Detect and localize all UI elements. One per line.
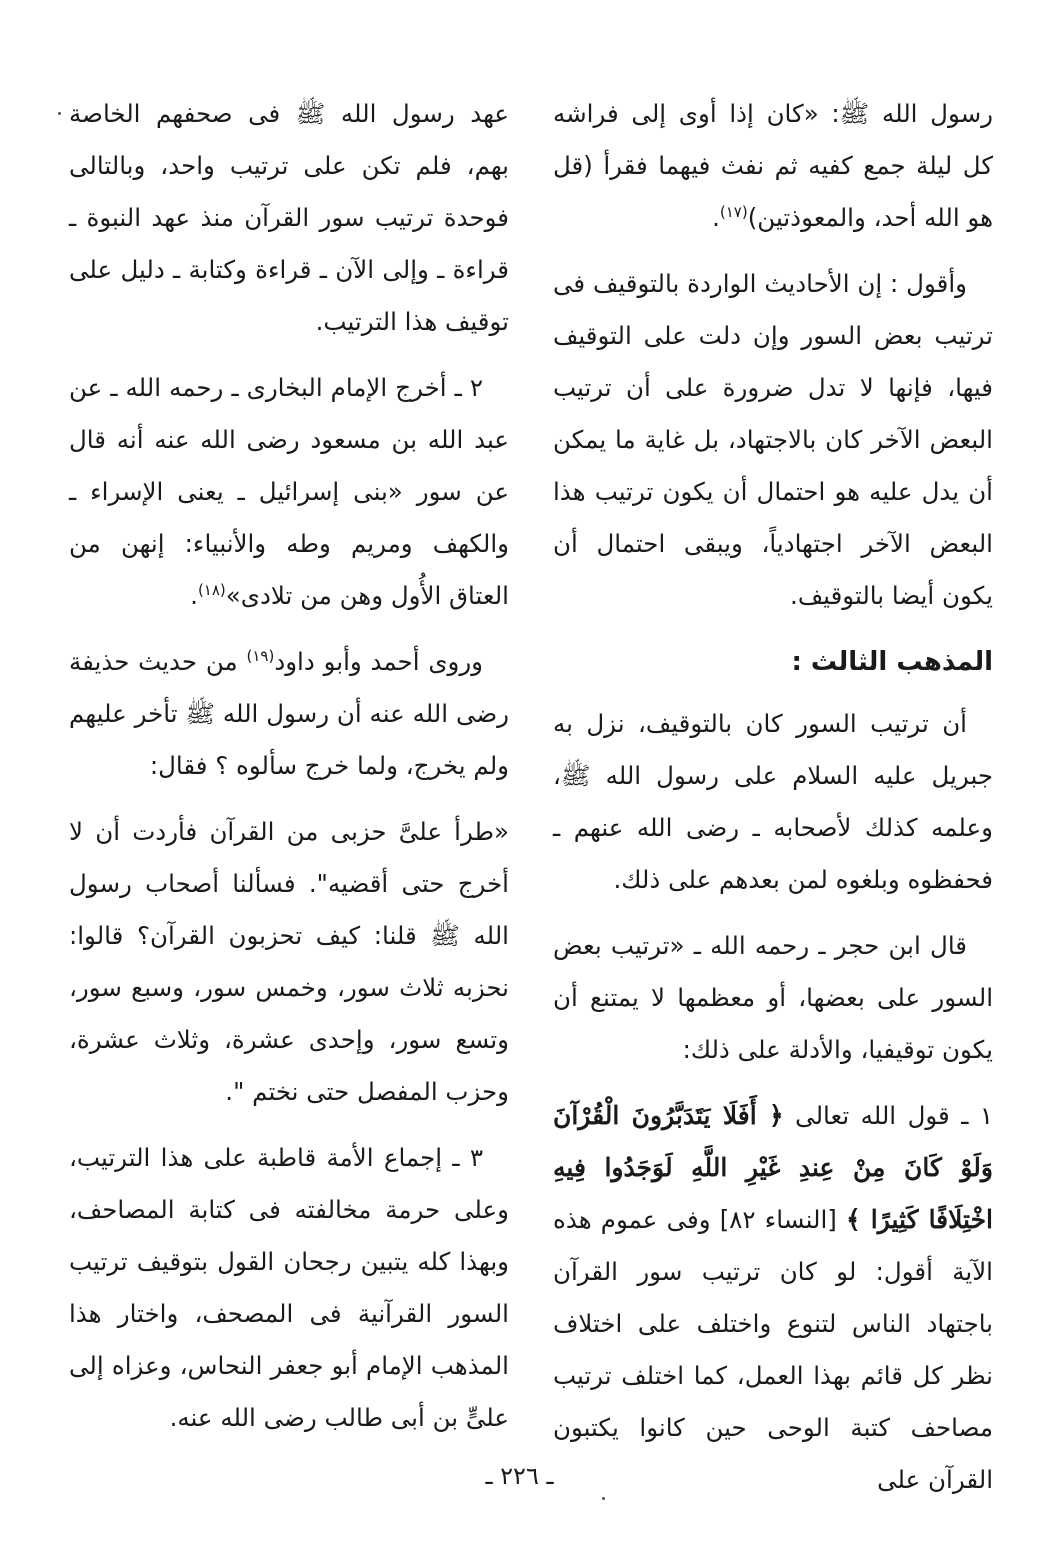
paragraph: وأقول : إن الأحاديث الواردة بالتوقيف فى ترتيب بعض السور وإن دلت على التوقيف فيها، فإنها لا تدل ضرورة على أن ترتيب البعض الآخر كان بالاجتهاد، بل غاية ما يمكن أن يدل عليه هو احتمال أن يكون ترتيب هذا البعض الآخر اجتهادياً، ويبقى احتمال أن يكون أيضا بالتوقيف. [553, 269, 993, 610]
left-column [69, 88, 509, 1458]
paragraph: رسول الله ﷺ: «كان إذا أوى إلى فراشه كل ليلة جمع كفيه ثم نفث فيهما فقرأ (قل هو الله أحد، والمعوذتين)$^{(١٧)}$. [553, 99, 993, 232]
paragraph: قال ابن حجر ـ رحمه الله ـ «ترتيب بعض السور على بعضها، أو معظمها لا يمتنع أن يكون توقيفيا، والأدلة على ذلك: [553, 931, 993, 1064]
right-column [553, 88, 993, 1520]
paragraph: ٣ ـ إجماع الأمة قاطبة على هذا الترتيب، وعلى حرمة مخالفته فى كتابة المصاحف، وبهذا كله يتبين رجحان القول بتوقيف ترتيب السور القرآنية فى المصحف، واختار هذا المذهب الإمام أبو جعفر النحاس، وعزاه إلى علىٍّ بن أبى طالب رضى الله عنه. [69, 1143, 509, 1432]
footnote-ref: (١٩) [246, 646, 275, 665]
footnote-ref: (١٧) [719, 202, 748, 221]
page-number: ـ ٢٢٦ ـ [485, 1462, 554, 1490]
paragraph: أن ترتيب السور كان بالتوقيف، نزل به جبريل عليه السلام على رسول الله ﷺ، وعلمه كذلك لأصحابه ـ رضى الله عنهم ـ فحفظوه وبلغوه لمن بعدهم على ذلك. [553, 709, 993, 894]
paragraph: ١ ـ قول الله تعالى ﴿ أَفَلَا يَتَدَبَّرُونَ الْقُرْآنَ وَلَوْ كَانَ مِنْ عِندِ غَيْرِ اللَّهِ لَوَجَدُوا فِيهِ اخْتِلَافًا كَثِيرًا ﴾ [النساء ٨٢] وفى عموم هذه الآية أقول: لو كان ترتيب سور القرآن باجتهاد الناس لتنوع واختلف على اختلاف نظر كل قائم بهذا العمل، كما اختلف ترتيب مصاحف كتبة الوحى حين كانوا يكتبون القرآن على [553, 1101, 993, 1494]
section-heading: المذهب الثالث : [791, 647, 993, 677]
paragraph: ٢ ـ أخرج الإمام البخارى ـ رحمه الله ـ عن عبد الله بن مسعود رضى الله عنه أنه قال عن سور «بنى إسرائيل ـ يعنى الإسراء ـ والكهف ومريم وطه والأنبياء: إنهن من العتاق الأُول وهن من تلادى»$^{(١٨)}$. [69, 373, 509, 610]
scan-speck [58, 112, 61, 115]
paragraph: «طرأ علىَّ حزبى من القرآن فأردت أن لا أخرج حتى أقضيه". فسألنا أصحاب رسول الله ﷺ قلنا: كيف تحزبون القرآن؟ قالوا: نحزبه ثلاث سور، وخمس سور، وسبع سور، وتسع سور، وإحدى عشرة، وثلاث عشرة، وحزب المفصل حتى نختم ". [69, 817, 509, 1106]
footnote-ref: (١٨) [197, 580, 226, 599]
paragraph: وروى أحمد وأبو داود$^{(١٩)}$ من حديث حذيفة رضى الله عنه أن رسول الله ﷺ تأخر عليهم ولم يخرج، ولما خرج سألوه ؟ فقال: [69, 646, 509, 780]
quran-verse: ﴿ أَفَلَا يَتَدَبَّرُونَ الْقُرْآنَ وَلَوْ كَانَ مِنْ عِندِ غَيْرِ اللَّهِ لَوَجَدُوا فِيهِ اخْتِلَافًا كَثِيرًا ﴾ [553, 1101, 993, 1234]
paragraph: عهد رسول الله ﷺ فى صحفهم الخاصة بهم، فلم تكن على ترتيب واحد، وبالتالى فوحدة ترتيب سور القرآن منذ عهد النبوة ـ قراءة ـ وإلى الآن ـ قراءة وكتابة ـ دليل على توقيف هذا الترتيب. [69, 99, 509, 336]
